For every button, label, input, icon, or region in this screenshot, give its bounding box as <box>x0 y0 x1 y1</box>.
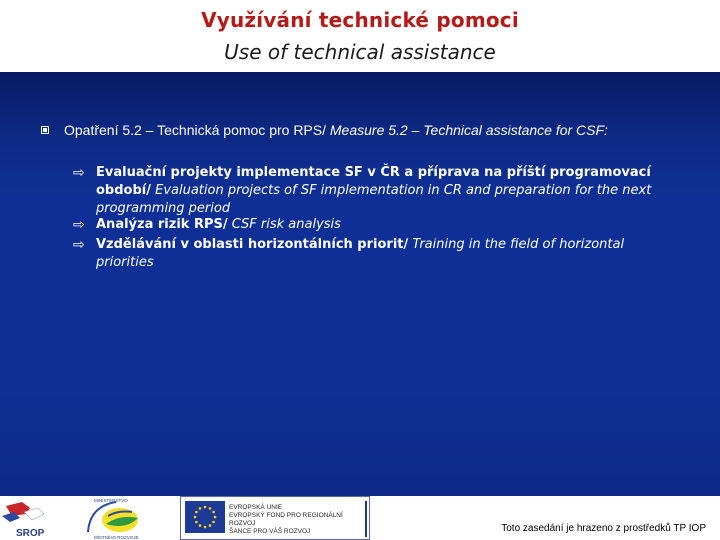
slide-footer <box>0 496 720 540</box>
main-bullet <box>64 121 684 139</box>
eu-logo-text <box>229 504 369 536</box>
content-area <box>0 72 720 496</box>
srop-logo-text: SROP <box>16 528 45 539</box>
sub-item-en: CSF risk analysis <box>227 217 341 232</box>
slide-subtitle: Use of technical assistance <box>224 40 496 64</box>
sub-item <box>96 164 676 218</box>
arrow-right-icon: ⇨ <box>73 165 85 181</box>
footer-note: Toto zasedání je hrazeno z prostředků TP IOP <box>501 523 706 534</box>
sub-item-en: Evaluation projects of SF implementation in CR and preparation for the next programming period <box>96 183 652 216</box>
arrow-right-icon: ⇨ <box>73 217 85 233</box>
slide-title: Využívání technické pomoci <box>201 8 519 32</box>
slide-body <box>0 72 720 496</box>
sub-item <box>96 236 676 272</box>
sub-item <box>96 216 676 234</box>
arrow-right-icon: ⇨ <box>73 237 85 253</box>
eu-logo-line: ŠANCE PRO VÁŠ ROZVOJ <box>229 528 311 535</box>
eu-flag-icon <box>185 501 225 533</box>
eu-logo-divider <box>365 501 367 537</box>
ministry-logo-text-bottom: MÍSTNÍHO ROZVOJE <box>94 535 139 540</box>
sub-item-cz: Vzdělávání v oblasti horizontálních priorit/ <box>96 237 409 252</box>
sub-item-en: Training in the field of horizontal priorities <box>96 237 625 270</box>
ministry-logo-text-top: MINISTERSTVO <box>94 498 128 503</box>
square-bullet-icon <box>41 126 49 134</box>
slide-header <box>0 0 720 72</box>
eu-logo-line: EVROPSKÁ UNIE <box>229 504 283 511</box>
sub-item-cz: Evaluační projekty implementace SF v ČR a příprava na příští programovací období/ <box>96 165 651 198</box>
sub-item-cz: Analýza rizik RPS/ <box>96 217 228 232</box>
eu-logo <box>180 496 370 540</box>
srop-logo <box>0 496 64 540</box>
main-bullet-cz: Opatření 5.2 – Technická pomoc pro RPS/ <box>64 122 326 138</box>
eu-logo-line: EVROPSKÝ FOND PRO REGIONÁLNÍ ROZVOJ <box>229 512 343 527</box>
main-bullet-en: Measure 5.2 – Technical assistance for CSF: <box>326 122 608 138</box>
ministry-logo <box>80 496 146 540</box>
